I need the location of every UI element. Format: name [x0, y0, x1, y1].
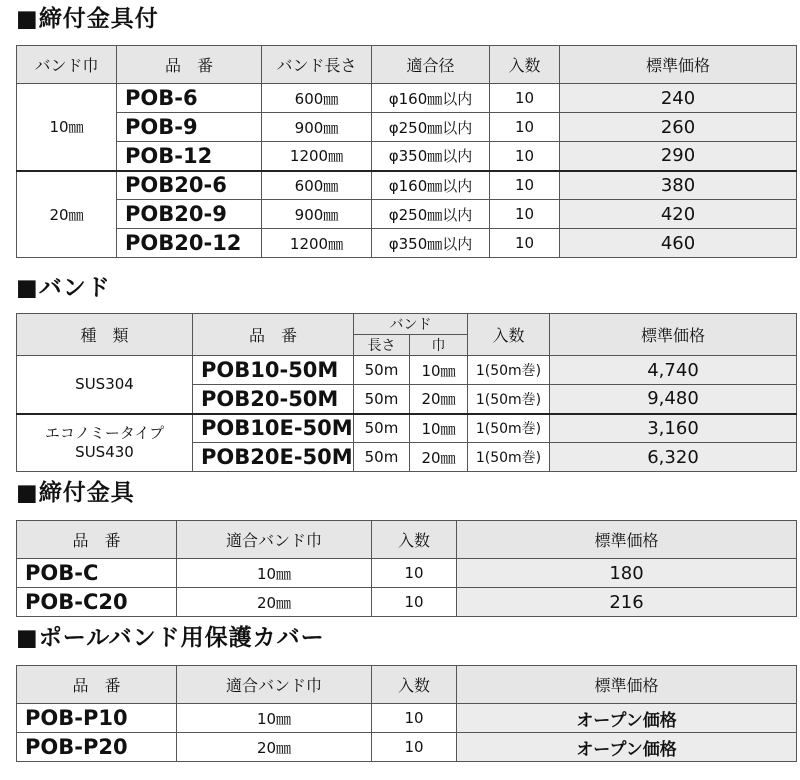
fit-diameter: φ250㎜以内 — [372, 200, 490, 229]
section-title-protective-cover: ■ポールバンド用保護カバー — [16, 625, 325, 651]
product-code: POB-P10 — [17, 704, 177, 733]
col-header: 品 番 — [193, 314, 354, 356]
col-header: 入数 — [490, 46, 560, 84]
col-header: バンド長さ — [262, 46, 372, 84]
quantity: 10 — [490, 84, 560, 113]
product-code: POB20E-50M — [193, 443, 354, 472]
product-code: POB-12 — [117, 142, 262, 171]
band-table — [16, 313, 797, 472]
fit-band-width: 10㎜ — [177, 559, 372, 588]
col-header: 品 番 — [117, 46, 262, 84]
col-header: バンド巾 — [17, 46, 117, 84]
col-header: 標準価格 — [550, 314, 797, 356]
col-header-length: 長さ — [354, 335, 410, 356]
fit-diameter: φ350㎜以内 — [372, 142, 490, 171]
quantity: 10 — [372, 559, 457, 588]
fit-diameter: φ250㎜以内 — [372, 113, 490, 142]
quantity: 1(50m巻) — [468, 356, 550, 385]
quantity: 10 — [372, 733, 457, 762]
col-header-width: 巾 — [410, 335, 468, 356]
price: 180 — [457, 559, 797, 588]
quantity: 10 — [490, 113, 560, 142]
col-header: 適合バンド巾 — [177, 666, 372, 704]
table-header-row — [17, 666, 797, 704]
band-length: 1200㎜ — [262, 142, 372, 171]
quantity: 1(50m巻) — [468, 414, 550, 443]
quantity: 10 — [490, 171, 560, 200]
clamp-band-table — [16, 45, 797, 258]
band-width-cell: 10㎜ — [17, 84, 117, 171]
kind-cell — [17, 356, 193, 414]
col-header: 適合径 — [372, 46, 490, 84]
product-code: POB20-50M — [193, 385, 354, 414]
product-code: POB-C20 — [17, 588, 177, 617]
quantity: 10 — [372, 588, 457, 617]
kind-cell — [17, 414, 193, 472]
col-header: 種 類 — [17, 314, 193, 356]
col-header: 入数 — [372, 666, 457, 704]
table-row — [17, 588, 797, 617]
section-title-clamp-band: ■締付金具付 — [16, 6, 159, 32]
table-row — [17, 414, 797, 443]
band-width-cell: 20㎜ — [17, 171, 117, 258]
fit-diameter: φ160㎜以内 — [372, 84, 490, 113]
price: 9,480 — [550, 385, 797, 414]
quantity: 1(50m巻) — [468, 443, 550, 472]
col-header: 標準価格 — [457, 521, 797, 559]
product-code: POB10E-50M — [193, 414, 354, 443]
price: オープン価格 — [457, 733, 797, 762]
band-length: 50m — [354, 385, 410, 414]
fit-band-width: 20㎜ — [177, 733, 372, 762]
fit-diameter: φ350㎜以内 — [372, 229, 490, 258]
band-width: 20㎜ — [410, 385, 468, 414]
price: 4,740 — [550, 356, 797, 385]
col-header: 標準価格 — [457, 666, 797, 704]
price: 420 — [560, 200, 797, 229]
table-row — [17, 229, 797, 258]
product-code: POB-9 — [117, 113, 262, 142]
band-width: 10㎜ — [410, 356, 468, 385]
price: 3,160 — [550, 414, 797, 443]
product-code: POB-C — [17, 559, 177, 588]
product-code: POB10-50M — [193, 356, 354, 385]
table-row — [17, 142, 797, 171]
price: 290 — [560, 142, 797, 171]
band-length: 600㎜ — [262, 171, 372, 200]
band-width: 10㎜ — [410, 414, 468, 443]
product-code: POB-6 — [117, 84, 262, 113]
table-row — [17, 559, 797, 588]
band-length: 900㎜ — [262, 113, 372, 142]
kind-label: エコノミータイプ — [44, 423, 165, 442]
table-row — [17, 171, 797, 200]
table-row — [17, 704, 797, 733]
product-code: POB20-9 — [117, 200, 262, 229]
product-code: POB20-12 — [117, 229, 262, 258]
band-length: 50m — [354, 443, 410, 472]
section-title-clamp: ■締付金具 — [16, 480, 135, 506]
band-length: 900㎜ — [262, 200, 372, 229]
table-header-row — [17, 521, 797, 559]
clamp-table — [16, 520, 797, 617]
product-code: POB20-6 — [117, 171, 262, 200]
band-length: 50m — [354, 356, 410, 385]
band-length: 600㎜ — [262, 84, 372, 113]
price: 260 — [560, 113, 797, 142]
band-width: 20㎜ — [410, 443, 468, 472]
kind-material: SUS430 — [75, 442, 134, 461]
section-title-band: ■バンド — [16, 275, 111, 301]
kind-label: SUS304 — [75, 375, 134, 394]
table-header-row — [17, 314, 797, 335]
col-header-band: バンド — [354, 314, 468, 335]
price: 240 — [560, 84, 797, 113]
product-code: POB-P20 — [17, 733, 177, 762]
band-length: 50m — [354, 414, 410, 443]
protective-cover-table — [16, 665, 797, 762]
col-header: 入数 — [372, 521, 457, 559]
quantity: 10 — [490, 229, 560, 258]
fit-band-width: 20㎜ — [177, 588, 372, 617]
price: 6,320 — [550, 443, 797, 472]
quantity: 10 — [490, 200, 560, 229]
band-length: 1200㎜ — [262, 229, 372, 258]
table-row — [17, 113, 797, 142]
table-row — [17, 84, 797, 113]
quantity: 10 — [490, 142, 560, 171]
col-header: 適合バンド巾 — [177, 521, 372, 559]
price: 380 — [560, 171, 797, 200]
table-row — [17, 733, 797, 762]
quantity: 10 — [372, 704, 457, 733]
price: オープン価格 — [457, 704, 797, 733]
fit-band-width: 10㎜ — [177, 704, 372, 733]
table-row — [17, 356, 797, 385]
col-header: 入数 — [468, 314, 550, 356]
price: 460 — [560, 229, 797, 258]
table-row — [17, 200, 797, 229]
fit-diameter: φ160㎜以内 — [372, 171, 490, 200]
col-header: 品 番 — [17, 521, 177, 559]
col-header: 標準価格 — [560, 46, 797, 84]
price: 216 — [457, 588, 797, 617]
table-header-row — [17, 46, 797, 84]
quantity: 1(50m巻) — [468, 385, 550, 414]
col-header: 品 番 — [17, 666, 177, 704]
